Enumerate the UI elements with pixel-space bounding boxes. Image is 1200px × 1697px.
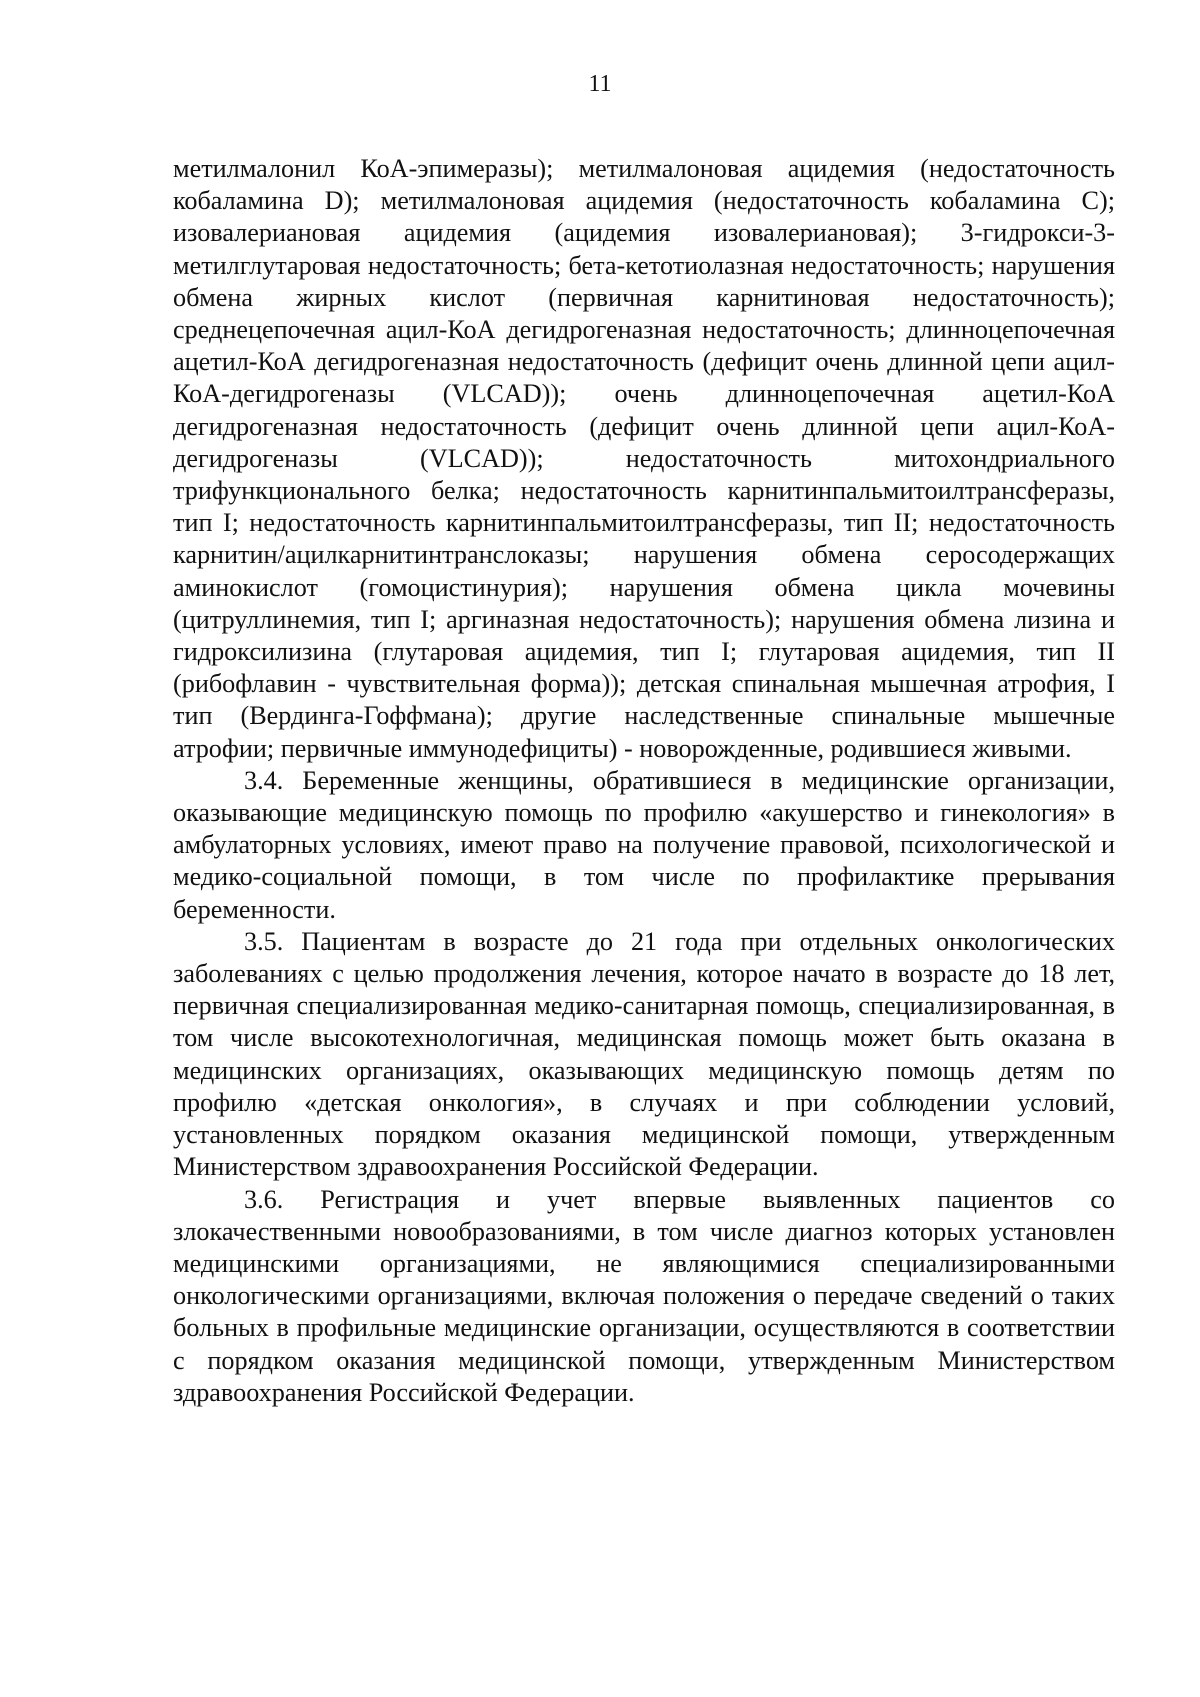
paragraph-3-4: 3.4. Беременные женщины, обратившиеся в медицинские организации, оказывающие медицинскую помощь по профилю «акушерство и гинекология» в амбулаторных условиях, имеют право на получение правовой, психологической и медико-социальной помощи, в том числе по профилактике прерывания беременности.	[173, 765, 1115, 924]
page-number: 11	[588, 71, 612, 97]
paragraph-3-5: 3.5. Пациентам в возрасте до 21 года при отдельных онкологических заболеваниях с целью продолжения лечения, которое начато в возрасте до 18 лет, первичная специализированная медико-санитарная помощь, специализированная, в том числе высокотехнологичная, медицинская помощь может быть оказана в медицинских организациях, оказывающих медицинскую помощь детям по профилю «детская онкология», в случаях и при соблюдении условий, установленных порядком оказания медицинской помощи, утвержденным Министерством здравоохранения Российской Федерации.	[173, 926, 1115, 1182]
paragraph-3-6: 3.6. Регистрация и учет впервые выявленных пациентов со злокачественными новообразованиями, в том числе диагноз которых установлен медицинскими организациями, не являющимися специализированными онкологическими организациями, включая положения о передаче сведений о таких больных в профильные медицинские организации, осуществляются в соответствии с порядком оказания медицинской помощи, утвержденным Министерством здравоохранения Российской Федерации.	[173, 1184, 1115, 1407]
paragraph-continued-list: метилмалонил КоА-эпимеразы); метилмалоновая ацидемия (недостаточность кобаламина D); метилмалоновая ацидемия (недостаточность кобаламина С); изовалериановая ацидемия (ацидемия изовалериановая); 3-гидрокси-3-метилглутаровая недостаточность; бета-кетотиолазная недостаточность; нарушения обмена жирных кислот (первичная карнитиновая недостаточность); среднецепочечная ацил-КоА дегидрогеназная недостаточность; длинноцепочечная ацетил-КоА дегидрогеназная недостаточность (дефицит очень длинной цепи ацил-КоА-дегидрогеназы (VLCAD)); очень длинноцепочечная ацетил-КоА дегидрогеназная недостаточность (дефицит очень длинной цепи ацил-КоА-дегидрогеназы (VLCAD)); недостаточность митохондриального трифункционального белка; недостаточность карнитинпальмитоилтрансферазы, тип I; недостаточность карнитинпальмитоилтрансферазы, тип II; недостаточность карнитин/ацилкарнитинтранслоказы; нарушения обмена серосодержащих аминокислот (гомоцистинурия); нарушения обмена цикла мочевины (цитруллинемия, тип I; аргиназная недостаточность); нарушения обмена лизина и гидроксилизина (глутаровая ацидемия, тип I; глутаровая ацидемия, тип II (рибофлавин - чувствительная форма)); детская спинальная мышечная атрофия, I тип (Вердинга-Гоффмана); другие наследственные спинальные мышечные атрофии; первичные иммунодефициты) - новорожденные, родившиеся живыми.	[173, 154, 1115, 763]
document-body	[173, 153, 1115, 1409]
